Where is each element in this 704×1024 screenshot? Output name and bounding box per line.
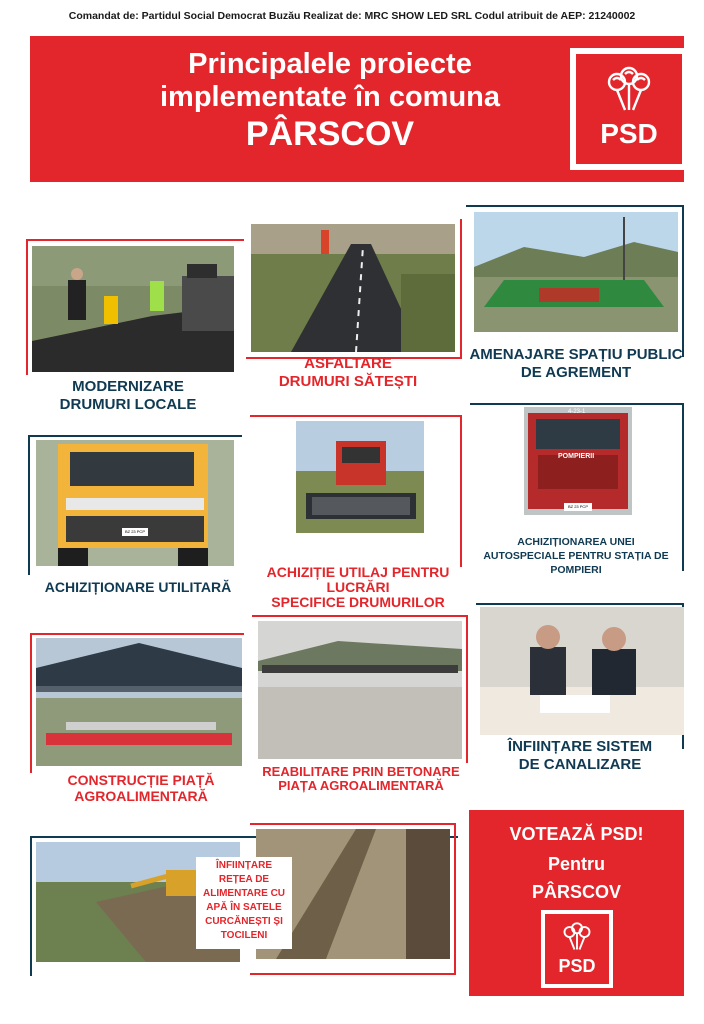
caption-modernizare: MODERNIZARE DRUMURI LOCALE [59,378,197,413]
caption-amenajare: AMENAJARE SPAȚIU PUBLIC DE AGREMENT [469,346,683,381]
vote-line-3: PÂRSCOV [531,882,621,902]
photo-fire-truck [524,407,632,515]
photo-village-road [251,224,455,352]
photo-market-construction [36,638,242,766]
fire-truck-number: 4-23-1 [568,409,586,415]
caption-utilitara: ACHIZIȚIONARE UTILITARĂ [44,579,232,595]
caption-canalizare: ÎNFIINȚARE SISTEM DE CANALIZARE [507,738,653,773]
title-line-2: implementate în comuna [159,81,500,113]
roses-icon-small [560,922,594,952]
vote-box [469,810,684,996]
photo-road-machine [296,421,424,533]
roses-icon [603,66,655,114]
title-banner [30,36,684,182]
psd-logo-text: PSD [600,118,658,149]
caption-asfaltare: ASFALTARE DRUMURI SĂTEȘTI [278,355,418,390]
photo-utility-van [36,440,234,566]
page-title [130,48,530,154]
psd-logo [570,48,688,170]
fire-truck-sign: POMPIERII [558,453,595,460]
caption-reabilitare: REABILITARE PRIN BETONARE PIAȚA AGROALIMENTARĂ [262,764,460,793]
fire-truck-plate: BZ 23 PCP [567,504,588,509]
photo-road-paving [32,246,234,372]
photo-market-concrete [258,621,462,759]
photo-sports-field [474,212,678,332]
caption-autospeciala: ACHIZIȚIONAREA UNEI AUTOSPECIALE PENTRU STAȚIA DE POMPIERI [483,536,669,576]
title-commune: PÂRSCOV [245,115,415,153]
caption-retea-apa: ÎNFIINȚARE REȚEA DE ALIMENTARE CU APĂ ÎN SATELE CURCĂNEȘTI ȘI TOCILENI [196,857,292,949]
psd-logo-small-text: PSD [558,956,596,976]
vote-line-1: VOTEAZĂ PSD! [509,824,644,844]
photo-sewage-signing [480,607,684,735]
title-line-1: Principalele proiecte [188,48,472,80]
psd-logo-small [541,910,613,988]
caption-utilaj: ACHIZIȚIE UTILAJ PENTRU LUCRĂRI SPECIFICE DRUMURILOR [266,564,450,610]
caption-constructie-piata: CONSTRUCȚIE PIAȚĂ AGROALIMENTARĂ [67,772,215,804]
vote-line-2: Pentru [547,854,605,874]
van-plate: BZ 23 PCP [124,529,145,534]
legal-line: Comandat de: Partidul Social Democrat Buzău Realizat de: MRC SHOW LED SRL Codul atribuit de AEP: 21240002 [68,10,636,22]
